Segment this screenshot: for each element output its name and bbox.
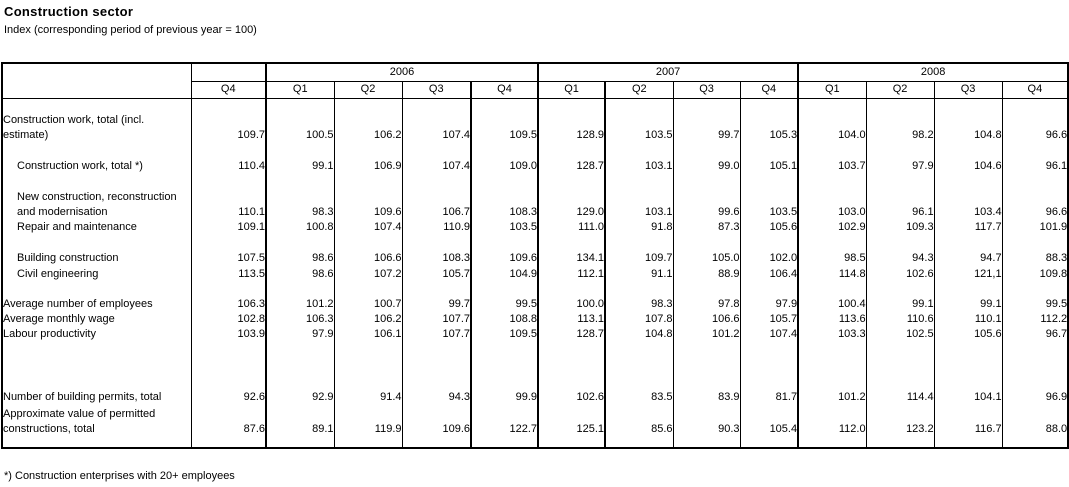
- spacer-cell: [266, 143, 334, 156]
- quarter-header-2006-q2: Q2: [334, 81, 402, 98]
- value-cell: 98.3: [266, 189, 334, 220]
- spacer-cell: [402, 437, 471, 448]
- value-cell: 105.6: [934, 327, 1002, 342]
- spacer-cell: [934, 235, 1002, 250]
- value-cell: 104.9: [471, 266, 538, 282]
- value-cell: 109.3: [866, 220, 934, 235]
- spacer-cell: [605, 282, 673, 296]
- quarter-header-2007-q2: Q2: [605, 81, 673, 98]
- spacer-cell: [191, 342, 266, 389]
- spacer-cell: [740, 143, 798, 156]
- value-cell: 101.2: [798, 389, 866, 405]
- row-label-cell: Building construction: [17, 252, 119, 264]
- spacer-cell: [740, 342, 798, 389]
- table-row: [2, 266, 1068, 282]
- value-cell: 110.9: [402, 220, 471, 235]
- spacer-cell: [1002, 342, 1068, 389]
- value-cell: 109.5: [471, 98, 538, 143]
- value-cell: 96.1: [866, 189, 934, 220]
- value-cell: 92.9: [266, 389, 334, 405]
- value-cell: 107.2: [334, 266, 402, 282]
- value-cell: 99.7: [673, 98, 740, 143]
- spacer-cell: [1002, 282, 1068, 296]
- value-cell: 110.1: [934, 312, 1002, 327]
- spacer-cell: [471, 282, 538, 296]
- spacer-cell: [334, 143, 402, 156]
- value-cell: 110.4: [191, 156, 266, 174]
- spacer-cell: [538, 282, 605, 296]
- table-row: [2, 220, 1068, 235]
- spacer-cell: [740, 174, 798, 189]
- value-cell: 109.0: [471, 156, 538, 174]
- spacer-cell: [2, 235, 191, 250]
- value-cell: 100.7: [334, 296, 402, 312]
- value-cell: 106.3: [266, 312, 334, 327]
- spacer-cell: [798, 174, 866, 189]
- value-cell: 103.5: [471, 220, 538, 235]
- spacer-cell: [605, 437, 673, 448]
- value-cell: 99.0: [673, 156, 740, 174]
- value-cell: 106.2: [334, 98, 402, 143]
- spacer-cell: [538, 342, 605, 389]
- value-cell: 102.9: [798, 220, 866, 235]
- year-header-row: [2, 63, 1068, 81]
- value-cell: 107.4: [402, 156, 471, 174]
- table-row: [2, 189, 1068, 220]
- spacer-cell: [2, 282, 191, 296]
- spacer-cell: [798, 143, 866, 156]
- spacer-cell: [866, 174, 934, 189]
- value-cell: 110.6: [866, 312, 934, 327]
- spacer-cell: [740, 235, 798, 250]
- spacer-cell: [2, 342, 191, 389]
- spacer-cell: [605, 235, 673, 250]
- value-cell: 87.6: [191, 405, 266, 437]
- value-cell: 114.8: [798, 266, 866, 282]
- value-cell: 94.3: [402, 389, 471, 405]
- value-cell: 109.5: [471, 327, 538, 342]
- spacer-cell: [605, 174, 673, 189]
- spacer-cell: [605, 342, 673, 389]
- footnote: *) Construction enterprises with 20+ employees: [4, 470, 235, 482]
- value-cell: 97.9: [740, 296, 798, 312]
- value-cell: 102.5: [866, 327, 934, 342]
- spacer-cell: [1002, 174, 1068, 189]
- value-cell: 88.9: [673, 266, 740, 282]
- value-cell: 128.9: [538, 98, 605, 143]
- spacer-cell: [798, 235, 866, 250]
- table-row: [2, 98, 1068, 143]
- value-cell: 109.8: [1002, 266, 1068, 282]
- spacer-row: [2, 143, 1068, 156]
- quarter-header-2007-q1: Q1: [538, 81, 605, 98]
- value-cell: 109.1: [191, 220, 266, 235]
- quarter-header-lead-q4: Q4: [191, 81, 266, 98]
- value-cell: 99.5: [1002, 296, 1068, 312]
- spacer-row: [2, 235, 1068, 250]
- row-label-cell: Number of building permits, total: [3, 391, 162, 403]
- value-cell: 101.2: [673, 327, 740, 342]
- value-cell: 103.4: [934, 189, 1002, 220]
- value-cell: 91.8: [605, 220, 673, 235]
- value-cell: 104.8: [934, 98, 1002, 143]
- value-cell: 107.4: [334, 220, 402, 235]
- value-cell: 102.6: [866, 266, 934, 282]
- spacer-row: [2, 282, 1068, 296]
- spacer-cell: [538, 143, 605, 156]
- value-cell: 128.7: [538, 156, 605, 174]
- value-cell: 112.0: [798, 405, 866, 437]
- spacer-cell: [1002, 437, 1068, 448]
- spacer-cell: [798, 342, 866, 389]
- spacer-cell: [334, 174, 402, 189]
- spacer-cell: [402, 235, 471, 250]
- spacer-cell: [2, 143, 191, 156]
- value-cell: 109.6: [334, 189, 402, 220]
- spacer-cell: [866, 437, 934, 448]
- spacer-cell: [673, 235, 740, 250]
- value-cell: 99.1: [266, 156, 334, 174]
- value-cell: 109.6: [402, 405, 471, 437]
- row-label-cell: Average number of employees: [3, 298, 153, 310]
- value-cell: 102.6: [538, 389, 605, 405]
- spacer-cell: [2, 174, 191, 189]
- value-cell: 105.6: [740, 220, 798, 235]
- value-cell: 107.7: [402, 327, 471, 342]
- spacer-cell: [402, 174, 471, 189]
- value-cell: 105.7: [740, 312, 798, 327]
- value-cell: 94.3: [866, 250, 934, 266]
- row-label-cell: Construction work, total (incl. estimate): [3, 114, 145, 141]
- value-cell: 114.4: [866, 389, 934, 405]
- value-cell: 107.4: [402, 98, 471, 143]
- value-cell: 94.7: [934, 250, 1002, 266]
- quarter-header-2006-q3: Q3: [402, 81, 471, 98]
- row-label-cell: New construction, reconstruction and modernisation: [17, 191, 177, 218]
- value-cell: 107.8: [605, 312, 673, 327]
- value-cell: 97.9: [866, 156, 934, 174]
- spacer-cell: [266, 174, 334, 189]
- value-cell: 106.4: [740, 266, 798, 282]
- value-cell: 116.7: [934, 405, 1002, 437]
- spacer-cell: [538, 235, 605, 250]
- spacer-cell: [471, 143, 538, 156]
- value-cell: 98.6: [266, 250, 334, 266]
- value-cell: 81.7: [740, 389, 798, 405]
- spacer-cell: [1002, 143, 1068, 156]
- value-cell: 99.6: [673, 189, 740, 220]
- construction-sector-table: [1, 62, 1069, 449]
- value-cell: 117.7: [934, 220, 1002, 235]
- value-cell: 100.4: [798, 296, 866, 312]
- spacer-cell: [673, 437, 740, 448]
- value-cell: 96.7: [1002, 327, 1068, 342]
- row-label-cell: Average monthly wage: [3, 313, 115, 325]
- page-title: Construction sector: [4, 4, 134, 19]
- table-row: [2, 250, 1068, 266]
- value-cell: 88.0: [1002, 405, 1068, 437]
- value-cell: 103.3: [798, 327, 866, 342]
- value-cell: 122.7: [471, 405, 538, 437]
- table-row: [2, 296, 1068, 312]
- quarter-header-2006-q4: Q4: [471, 81, 538, 98]
- spacer-cell: [471, 437, 538, 448]
- value-cell: 104.0: [798, 98, 866, 143]
- value-cell: 113.6: [798, 312, 866, 327]
- spacer-cell: [605, 143, 673, 156]
- value-cell: 110.1: [191, 189, 266, 220]
- value-cell: 113.5: [191, 266, 266, 282]
- value-cell: 121,1: [934, 266, 1002, 282]
- table-row: [2, 156, 1068, 174]
- spacer-cell: [934, 174, 1002, 189]
- value-cell: 104.8: [605, 327, 673, 342]
- value-cell: 101.2: [266, 296, 334, 312]
- value-cell: 105.0: [673, 250, 740, 266]
- spacer-cell: [471, 174, 538, 189]
- value-cell: 109.6: [471, 250, 538, 266]
- quarter-header-2008-q4: Q4: [1002, 81, 1068, 98]
- value-cell: 91.1: [605, 266, 673, 282]
- table-row: [2, 405, 1068, 437]
- table-row: [2, 327, 1068, 342]
- spacer-cell: [740, 282, 798, 296]
- spacer-cell: [402, 282, 471, 296]
- value-cell: 109.7: [191, 98, 266, 143]
- value-cell: 103.5: [605, 98, 673, 143]
- spacer-cell: [1002, 235, 1068, 250]
- value-cell: 104.6: [934, 156, 1002, 174]
- value-cell: 91.4: [334, 389, 402, 405]
- value-cell: 107.5: [191, 250, 266, 266]
- value-cell: 113.1: [538, 312, 605, 327]
- value-cell: 103.7: [798, 156, 866, 174]
- value-cell: 106.7: [402, 189, 471, 220]
- value-cell: 88.3: [1002, 250, 1068, 266]
- row-label-cell: Repair and maintenance: [17, 221, 137, 233]
- value-cell: 103.0: [798, 189, 866, 220]
- value-cell: 107.4: [740, 327, 798, 342]
- value-cell: 105.3: [740, 98, 798, 143]
- value-cell: 108.3: [471, 189, 538, 220]
- value-cell: 100.0: [538, 296, 605, 312]
- value-cell: 105.7: [402, 266, 471, 282]
- value-cell: 96.1: [1002, 156, 1068, 174]
- spacer-row: [2, 437, 1068, 448]
- spacer-row: [2, 174, 1068, 189]
- value-cell: 119.9: [334, 405, 402, 437]
- spacer-cell: [2, 437, 191, 448]
- value-cell: 98.3: [605, 296, 673, 312]
- value-cell: 125.1: [538, 405, 605, 437]
- value-cell: 123.2: [866, 405, 934, 437]
- value-cell: 102.0: [740, 250, 798, 266]
- value-cell: 103.1: [605, 189, 673, 220]
- spacer-cell: [673, 282, 740, 296]
- year-header-2008: 2008: [798, 63, 1068, 81]
- spacer-cell: [866, 143, 934, 156]
- value-cell: 99.9: [471, 389, 538, 405]
- value-cell: 99.1: [934, 296, 1002, 312]
- value-cell: 134.1: [538, 250, 605, 266]
- value-cell: 128.7: [538, 327, 605, 342]
- value-cell: 100.8: [266, 220, 334, 235]
- spacer-cell: [798, 282, 866, 296]
- value-cell: 83.9: [673, 389, 740, 405]
- spacer-cell: [334, 235, 402, 250]
- value-cell: 92.6: [191, 389, 266, 405]
- quarter-header-2008-q1: Q1: [798, 81, 866, 98]
- value-cell: 111.0: [538, 220, 605, 235]
- spacer-cell: [673, 342, 740, 389]
- value-cell: 108.8: [471, 312, 538, 327]
- spacer-cell: [191, 174, 266, 189]
- spacer-cell: [402, 342, 471, 389]
- quarter-header-2006-q1: Q1: [266, 81, 334, 98]
- row-label-cell: Labour productivity: [3, 328, 96, 340]
- spacer-cell: [402, 143, 471, 156]
- spacer-cell: [866, 342, 934, 389]
- value-cell: 97.8: [673, 296, 740, 312]
- value-cell: 105.1: [740, 156, 798, 174]
- row-label-cell: Approximate value of permitted constructions, total: [3, 408, 156, 435]
- value-cell: 90.3: [673, 405, 740, 437]
- spacer-cell: [191, 282, 266, 296]
- value-cell: 102.8: [191, 312, 266, 327]
- value-cell: 105.4: [740, 405, 798, 437]
- value-cell: 103.5: [740, 189, 798, 220]
- spacer-cell: [866, 282, 934, 296]
- spacer-cell: [191, 235, 266, 250]
- value-cell: 100.5: [266, 98, 334, 143]
- value-cell: 99.1: [866, 296, 934, 312]
- spacer-cell: [934, 342, 1002, 389]
- spacer-cell: [673, 174, 740, 189]
- value-cell: 103.1: [605, 156, 673, 174]
- value-cell: 96.6: [1002, 98, 1068, 143]
- spacer-cell: [740, 437, 798, 448]
- value-cell: 106.3: [191, 296, 266, 312]
- spacer-cell: [538, 174, 605, 189]
- spacer-cell: [866, 235, 934, 250]
- table-row: [2, 389, 1068, 405]
- spacer-cell: [471, 342, 538, 389]
- spacer-row: [2, 342, 1068, 389]
- spacer-cell: [798, 437, 866, 448]
- value-cell: 103.9: [191, 327, 266, 342]
- spacer-cell: [266, 282, 334, 296]
- value-cell: 97.9: [266, 327, 334, 342]
- value-cell: 99.7: [402, 296, 471, 312]
- value-cell: 106.1: [334, 327, 402, 342]
- spacer-cell: [934, 437, 1002, 448]
- value-cell: 87.3: [673, 220, 740, 235]
- value-cell: 112.1: [538, 266, 605, 282]
- table-row: [2, 312, 1068, 327]
- spacer-cell: [191, 143, 266, 156]
- value-cell: 129.0: [538, 189, 605, 220]
- quarter-header-2008-q3: Q3: [934, 81, 1002, 98]
- value-cell: 101.9: [1002, 220, 1068, 235]
- corner-cell: [2, 63, 191, 98]
- spacer-cell: [266, 342, 334, 389]
- value-cell: 112.2: [1002, 312, 1068, 327]
- spacer-cell: [934, 282, 1002, 296]
- lead-year-blank-cell: [191, 63, 266, 81]
- value-cell: 98.6: [266, 266, 334, 282]
- spacer-cell: [934, 143, 1002, 156]
- spacer-cell: [191, 437, 266, 448]
- value-cell: 106.6: [673, 312, 740, 327]
- value-cell: 98.5: [798, 250, 866, 266]
- year-header-2006: 2006: [266, 63, 538, 81]
- value-cell: 89.1: [266, 405, 334, 437]
- quarter-header-2008-q2: Q2: [866, 81, 934, 98]
- value-cell: 98.2: [866, 98, 934, 143]
- spacer-cell: [334, 342, 402, 389]
- value-cell: 96.6: [1002, 189, 1068, 220]
- spacer-cell: [334, 282, 402, 296]
- value-cell: 108.3: [402, 250, 471, 266]
- value-cell: 106.6: [334, 250, 402, 266]
- value-cell: 96.9: [1002, 389, 1068, 405]
- value-cell: 99.5: [471, 296, 538, 312]
- spacer-cell: [673, 143, 740, 156]
- spacer-cell: [538, 437, 605, 448]
- page-subtitle: Index (corresponding period of previous year = 100): [4, 24, 257, 36]
- spacer-cell: [471, 235, 538, 250]
- value-cell: 85.6: [605, 405, 673, 437]
- row-label-cell: Civil engineering: [17, 268, 99, 280]
- quarter-header-2007-q4: Q4: [740, 81, 798, 98]
- quarter-header-2007-q3: Q3: [673, 81, 740, 98]
- spacer-cell: [266, 235, 334, 250]
- value-cell: 106.9: [334, 156, 402, 174]
- value-cell: 109.7: [605, 250, 673, 266]
- value-cell: 104.1: [934, 389, 1002, 405]
- value-cell: 107.7: [402, 312, 471, 327]
- year-header-2007: 2007: [538, 63, 798, 81]
- value-cell: 106.2: [334, 312, 402, 327]
- spacer-cell: [266, 437, 334, 448]
- value-cell: 83.5: [605, 389, 673, 405]
- spacer-cell: [334, 437, 402, 448]
- row-label-cell: Construction work, total *): [17, 160, 143, 172]
